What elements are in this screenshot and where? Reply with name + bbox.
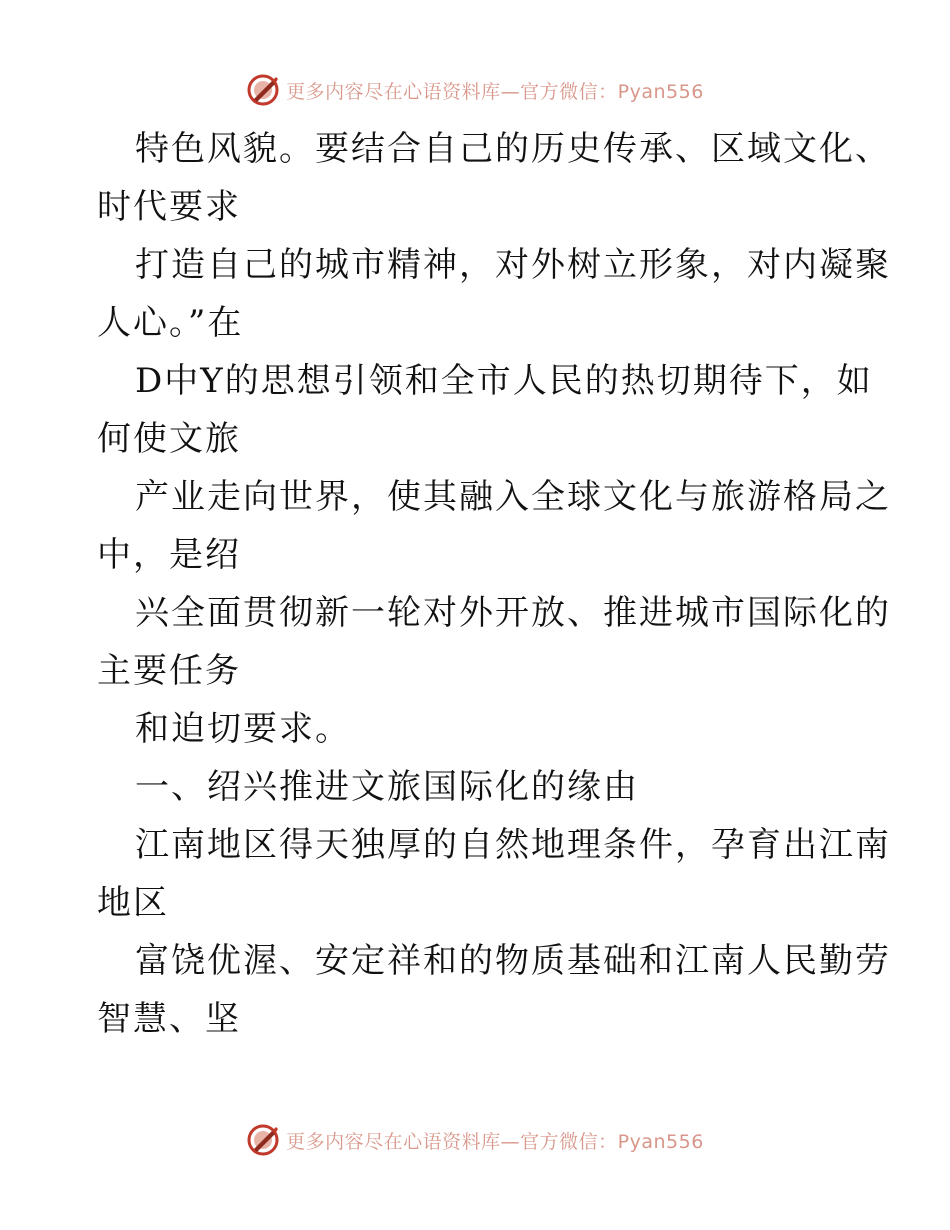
text-line: 主要任务 bbox=[97, 651, 241, 691]
text-line: 智慧、坚 bbox=[97, 999, 241, 1039]
page-header bbox=[0, 70, 950, 110]
pen-seal-icon bbox=[246, 1123, 280, 1157]
footer-banner-text: 更多内容尽在心语资料库—官方微信：Pyan556 bbox=[286, 1130, 704, 1153]
header-banner-text: 更多内容尽在心语资料库—官方微信：Pyan556 bbox=[286, 80, 704, 103]
text-line: D中Y的思想引领和全市人民的热切期待下，如 bbox=[135, 361, 873, 401]
text-line: 时代要求 bbox=[97, 187, 241, 227]
document-body bbox=[97, 120, 891, 1048]
text-line: 江南地区得天独厚的自然地理条件，孕育出江南 bbox=[135, 825, 891, 865]
text-line: 打造自己的城市精神，对外树立形象，对内凝聚 bbox=[135, 245, 891, 285]
text-line: 富饶优渥、安定祥和的物质基础和江南人民勤劳 bbox=[135, 941, 891, 981]
text-line: 兴全面贯彻新一轮对外开放、推进城市国际化的 bbox=[135, 593, 891, 633]
text-line: 中，是绍 bbox=[97, 535, 241, 575]
pen-seal-icon bbox=[246, 73, 280, 107]
text-line: 何使文旅 bbox=[97, 419, 241, 459]
text-line: 地区 bbox=[97, 883, 169, 923]
text-line: 人心。”在 bbox=[97, 303, 244, 343]
footer-banner bbox=[246, 1123, 704, 1157]
text-line: 和迫切要求。 bbox=[135, 709, 351, 749]
section-heading: 一、绍兴推进文旅国际化的缘由 bbox=[135, 767, 639, 807]
text-line: 特色风貌。要结合自己的历史传承、区域文化、 bbox=[135, 129, 891, 169]
page-footer bbox=[0, 1120, 950, 1160]
header-banner bbox=[246, 73, 704, 107]
text-line: 产业走向世界，使其融入全球文化与旅游格局之 bbox=[135, 477, 891, 517]
